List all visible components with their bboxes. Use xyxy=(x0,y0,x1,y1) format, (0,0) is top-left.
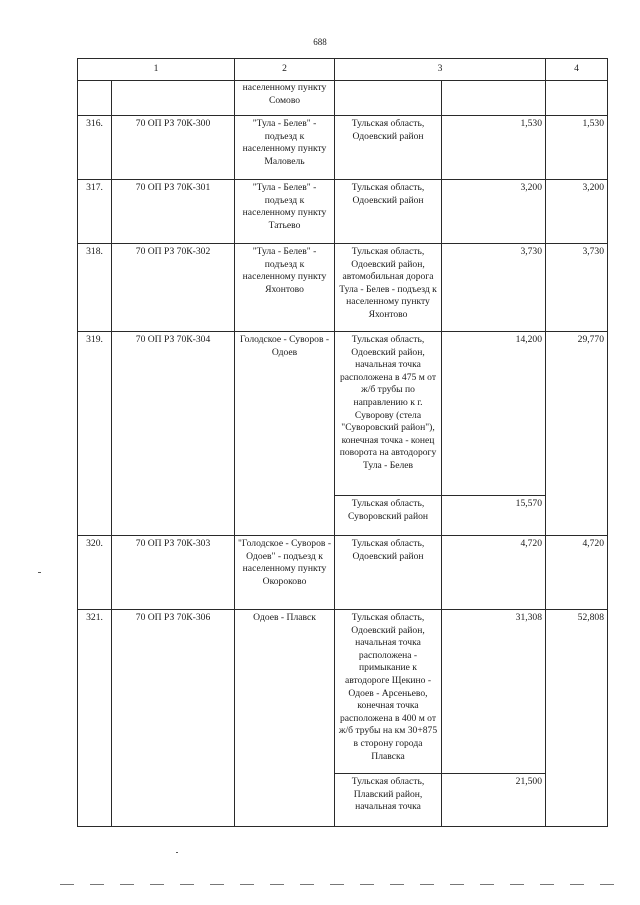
cell-location: Тульская область, Одоевский район xyxy=(335,116,442,180)
table-row xyxy=(78,244,608,332)
roads-table xyxy=(77,58,608,827)
cell-length: 3,200 xyxy=(442,180,546,244)
cell-num xyxy=(78,81,112,116)
cell-code: 70 ОП РЗ 70К-306 xyxy=(112,610,235,827)
cell-length: 14,200 xyxy=(442,332,546,496)
cell-total: 4,720 xyxy=(546,536,608,610)
page-number: 688 xyxy=(313,37,327,47)
cell-code: 70 ОП РЗ 70К-304 xyxy=(112,332,235,536)
scan-artifact-dot xyxy=(176,852,178,853)
cell-location: Тульская область, Суворовский район xyxy=(335,496,442,536)
table-row xyxy=(78,180,608,244)
cell-total: 1,530 xyxy=(546,116,608,180)
header-col-4: 4 xyxy=(546,59,608,81)
cell-num: 319. xyxy=(78,332,112,536)
cell-num: 318. xyxy=(78,244,112,332)
cell-length: 31,308 xyxy=(442,610,546,774)
cell-num: 317. xyxy=(78,180,112,244)
cell-road-name: Одоев - Плавск xyxy=(235,610,335,827)
cell-location xyxy=(335,81,442,116)
header-col-3: 3 xyxy=(335,59,546,81)
cell-road-name: "Голодское - Суворов - Одоев" - подъезд к населенному пункту Окороково xyxy=(235,536,335,610)
table-row xyxy=(78,610,608,774)
cell-location: Тульская область, Одоевский район xyxy=(335,536,442,610)
cell-total: 29,770 xyxy=(546,332,608,536)
cell-total: 52,808 xyxy=(546,610,608,827)
cell-length: 4,720 xyxy=(442,536,546,610)
scan-artifact-dot xyxy=(38,572,41,573)
cell-code: 70 ОП РЗ 70К-303 xyxy=(112,536,235,610)
cell-total: 3,200 xyxy=(546,180,608,244)
scan-artifact-line xyxy=(60,884,620,885)
cell-location: Тульская область, Одоевский район xyxy=(335,180,442,244)
cell-num: 321. xyxy=(78,610,112,827)
cell-road-name: населенному пункту Сомово xyxy=(235,81,335,116)
header-col-2: 2 xyxy=(235,59,335,81)
continuation-row xyxy=(78,81,608,116)
cell-length: 1,530 xyxy=(442,116,546,180)
cell-length: 15,570 xyxy=(442,496,546,536)
cell-length: 21,500 xyxy=(442,774,546,827)
cell-num: 316. xyxy=(78,116,112,180)
table-row xyxy=(78,116,608,180)
cell-num: 320. xyxy=(78,536,112,610)
cell-road-name: "Тула - Белев" - подъезд к населенному пункту Яхонтово xyxy=(235,244,335,332)
table-row xyxy=(78,536,608,610)
header-row xyxy=(78,59,608,81)
cell-road-name: "Тула - Белев" - подъезд к населенному пункту Маловель xyxy=(235,116,335,180)
table-row xyxy=(78,332,608,496)
cell-code: 70 ОП РЗ 70К-302 xyxy=(112,244,235,332)
cell-length xyxy=(442,81,546,116)
cell-location: Тульская область, Плавский район, начальная точка xyxy=(335,774,442,827)
cell-total xyxy=(546,81,608,116)
cell-total: 3,730 xyxy=(546,244,608,332)
cell-code: 70 ОП РЗ 70К-300 xyxy=(112,116,235,180)
cell-location: Тульская область, Одоевский район, автомобильная дорога Тула - Белев - подъезд к населенному пункту Яхонтово xyxy=(335,244,442,332)
cell-location: Тульская область, Одоевский район, начальная точка расположена в 475 м от ж/б трубы по направлению к г. Суворову (стела "Суворовский район"), конечная точка - конец поворота на автодорогу Тула - Белев xyxy=(335,332,442,496)
cell-code: 70 ОП РЗ 70К-301 xyxy=(112,180,235,244)
cell-road-name: "Тула - Белев" - подъезд к населенному пункту Татьево xyxy=(235,180,335,244)
cell-length: 3,730 xyxy=(442,244,546,332)
cell-road-name: Голодское - Суворов - Одоев xyxy=(235,332,335,536)
header-col-1: 1 xyxy=(78,59,235,81)
cell-code xyxy=(112,81,235,116)
cell-location: Тульская область, Одоевский район, начальная точка расположена - примыкание к автодороге Щекино - Одоев - Арсеньево, конечная точка расположена в 400 м от ж/б трубы на км 30+875 в сторону города Плавска xyxy=(335,610,442,774)
